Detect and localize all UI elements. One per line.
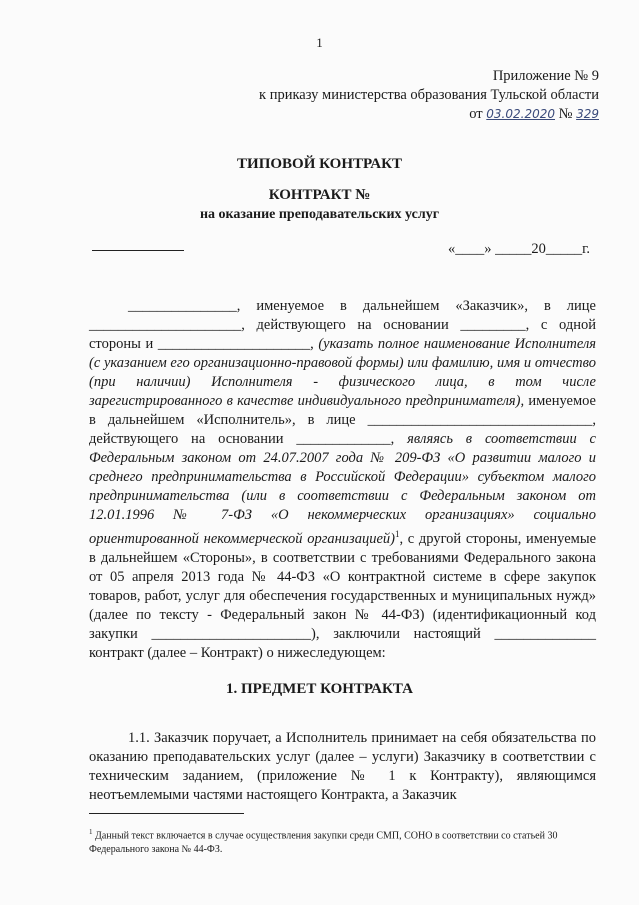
preamble-c: именуемое в дальнейшем «Исполнитель», в лице _______________________________, действующего на основании _____________,: [89, 393, 596, 447]
preamble-d: являясь в соответствии с Федеральным законом от 24.07.2007 года № 209-ФЗ «О развитии малого и среднего предпринимательства в Российской Федерации» субъектом малого предпринимательства (или в соответствии с Федеральным законом от 12.01.1996 № 7-ФЗ «О некоммерческих организациях» социально ориентированной некоммерческой организацией): [89, 431, 596, 547]
appendix-block: [259, 67, 599, 124]
date-template: «____» _____20_____г.: [447, 241, 590, 257]
preamble-e: , с другой стороны, именуемые в дальнейшем «Стороны», в соответствии с требованиями Федерального закона от 05 апреля 2013 года № 44-ФЗ «О контрактной системе в сфере закупок товаров, работ, услуг для обеспечения государственных и муниципальных нужд» (далее по тексту - Федеральный закон № 44-ФЗ) (идентификационный код закупки ______________________), заключили настоящий ______________ контракт (далее – Контракт) о нижеследующем:: [89, 530, 596, 661]
handwritten-date: 03.02.2020: [486, 107, 555, 121]
footnote-ref: 1: [394, 529, 400, 539]
appendix-line3: [259, 105, 599, 124]
place-blank-line: [92, 250, 184, 251]
section1-title: 1. ПРЕДМЕТ КОНТРАКТА: [226, 681, 413, 697]
page-number: 1: [316, 35, 323, 50]
preamble: [89, 297, 596, 663]
preamble-a: _______________, именуемое в дальнейшем «Заказчик», в лице _____________________, действующего на основании _________, с одной стороны и _____________________,: [89, 298, 596, 352]
handwritten-number: 329: [576, 107, 599, 121]
contract-subtitle: на оказание преподавательских услуг: [199, 207, 440, 222]
footnote-divider: [89, 813, 244, 814]
footnote: [89, 825, 599, 857]
contract-title: КОНТРАКТ №: [268, 187, 371, 203]
section1-paragraph: 1.1. Заказчик поручает, а Исполнитель принимает на себя обязательства по оказанию преподавательских услуг (далее – услуги) Заказчику в соответствии с техническим заданием, (приложение № 1 к Контракту), являющимся неотъемлемыми частями настоящего Контракта, а Заказчик: [89, 729, 596, 803]
appendix-line2: к приказу министерства образования Тульской области: [259, 87, 599, 103]
from-label: от: [469, 106, 483, 122]
footnote-text: Данный текст включается в случае осуществления закупки среди СМП, СОНО в соответствии со статьей 30 Федерального закона № 44-ФЗ.: [89, 830, 558, 856]
footnote-mark: 1: [89, 828, 93, 836]
number-label: №: [558, 106, 573, 122]
document-title: ТИПОВОЙ КОНТРАКТ: [237, 156, 402, 172]
preamble-b: (указать полное наименование Исполнителя (с указанием его организационно-правовой формы) или фамилию, имя и отчество (при наличии) Исполнителя - физического лица, в том числе зарегистрированного в качестве индивидуального предпринимателя),: [89, 336, 597, 409]
section1-body: [89, 714, 596, 819]
preamble-paragraph: [89, 297, 596, 663]
appendix-line1: Приложение № 9: [492, 68, 599, 84]
